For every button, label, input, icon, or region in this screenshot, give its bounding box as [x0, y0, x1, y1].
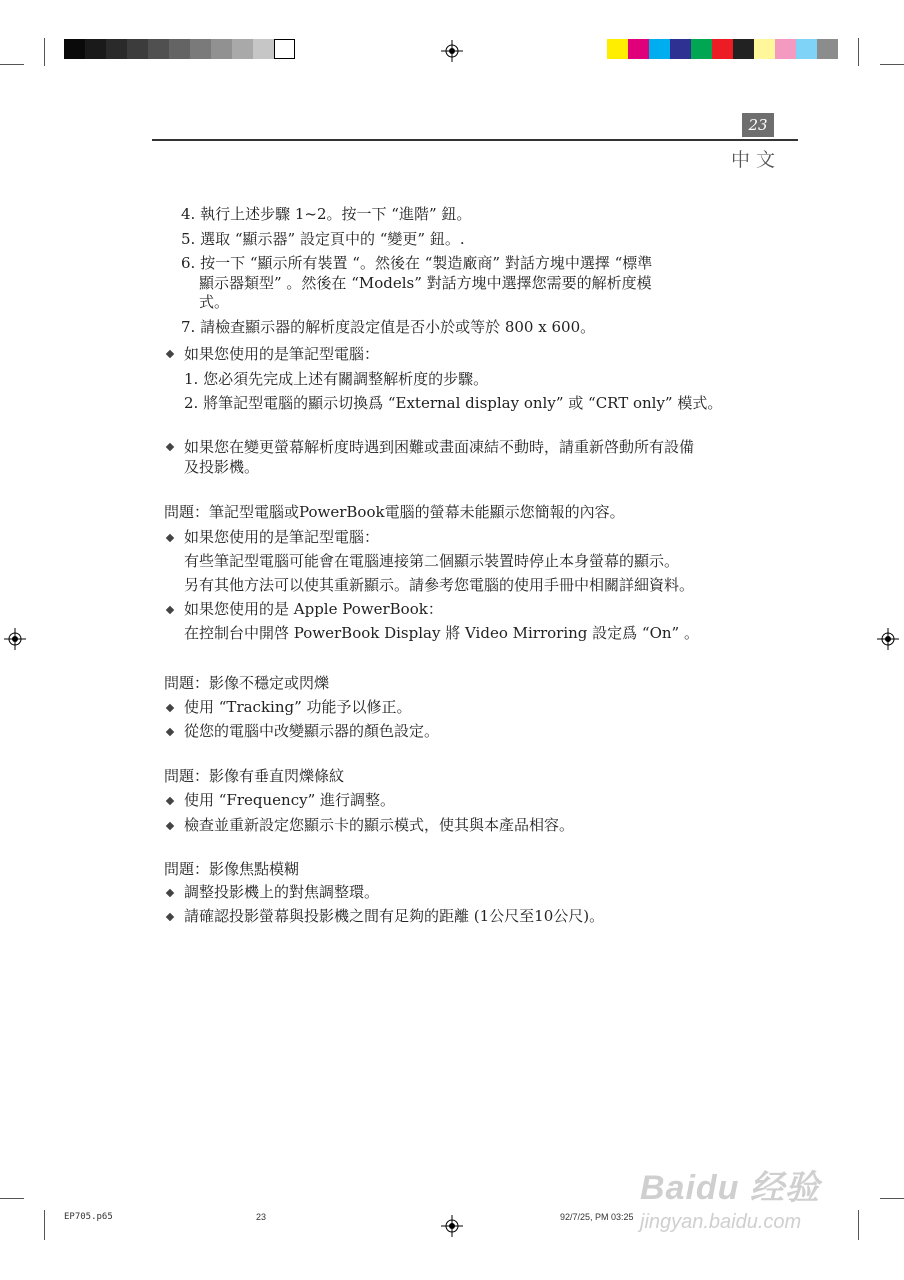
color-swatch [607, 39, 628, 59]
step-line: 7. 請檢查顯示器的解析度設定值是否小於或等於 800 x 600。 [181, 318, 596, 336]
bullet-icon [166, 443, 174, 451]
question-title: 問題：影像焦點模糊 [164, 860, 300, 878]
bullet-icon [166, 704, 174, 712]
crop-mark [858, 1210, 859, 1240]
crop-mark [858, 38, 859, 66]
bullet-text: 使用 “Tracking” 功能予以修正。 [184, 698, 412, 716]
crop-mark [0, 1198, 24, 1199]
gray-swatch [106, 39, 127, 59]
color-swatch [628, 39, 649, 59]
color-swatch [712, 39, 733, 59]
bullet-text: 請確認投影螢幕與投影機之間有足夠的距離 (1公尺至10公尺)。 [184, 907, 605, 925]
gray-swatch [64, 39, 85, 59]
question-title: 問題：影像不穩定或閃爍 [164, 674, 330, 692]
body-text: 另有其他方法可以使其重新顯示。請參考您電腦的使用手冊中相關詳細資料。 [184, 576, 695, 594]
step-line: 4. 執行上述步驟 1~2。按一下 “進階” 鈕。 [181, 205, 472, 223]
color-swatch [733, 39, 754, 59]
gray-swatch [190, 39, 211, 59]
color-swatch [754, 39, 775, 59]
step-line: 2. 將筆記型電腦的顯示切換爲 “External display only” 或 “CRT only” 模式。 [184, 394, 723, 412]
grayscale-strip [64, 39, 295, 59]
body-text: 在控制台中開啓 PowerBook Display 將 Video Mirroring 設定爲 “On” 。 [184, 624, 699, 642]
question-title: 問題：筆記型電腦或PowerBook電腦的螢幕未能顯示您簡報的內容。 [164, 503, 625, 521]
crop-mark [880, 64, 904, 65]
gray-swatch [148, 39, 169, 59]
language-label: 中文 [731, 149, 782, 171]
footer-page: 23 [256, 1212, 267, 1222]
color-swatch [670, 39, 691, 59]
bullet-text: 調整投影機上的對焦調整環。 [184, 883, 380, 901]
question-title: 問題：影像有垂直閃爍條紋 [164, 767, 345, 785]
footer-datetime: 92/7/25, PM 03:25 [560, 1212, 634, 1222]
bullet-text: 使用 “Frequency” 進行調整。 [184, 791, 396, 809]
bullet-icon [166, 534, 174, 542]
registration-mark-icon [441, 40, 463, 62]
bullet-icon [166, 889, 174, 897]
gray-swatch [253, 39, 274, 59]
bullet-icon [166, 350, 174, 358]
bullet-icon [166, 822, 174, 830]
step-line: 6. 按一下 “顯示所有裝置 “。然後在 “製造廠商” 對話方塊中選擇 “標準 [181, 254, 653, 272]
bullet-text: 如果您使用的是筆記型電腦： [184, 528, 380, 546]
color-swatch [817, 39, 838, 59]
bullet-text: 如果您使用的是筆記型電腦： [184, 345, 380, 363]
bullet-icon [166, 728, 174, 736]
bullet-text: 及投影機。 [184, 458, 260, 476]
bullet-icon [166, 606, 174, 614]
color-swatch [775, 39, 796, 59]
bullet-text: 從您的電腦中改變顯示器的顏色設定。 [184, 722, 440, 740]
bullet-icon [166, 913, 174, 921]
gray-swatch [232, 39, 253, 59]
gray-swatch [127, 39, 148, 59]
watermark-brand: Baidu 经验 [640, 1169, 820, 1207]
step-line: 5. 選取 “顯示器” 設定頁中的 “變更” 鈕。. [181, 230, 465, 248]
gray-swatch [169, 39, 190, 59]
bullet-text: 如果您在變更螢幕解析度時遇到困難或畫面凍結不動時，請重新啓動所有設備 [184, 438, 695, 456]
header-rule [152, 139, 798, 141]
gray-swatch [274, 39, 295, 59]
registration-mark-icon [441, 1215, 463, 1237]
crop-mark [44, 1210, 45, 1240]
watermark-logo [640, 1160, 820, 1234]
page-number: 23 [742, 113, 774, 137]
crop-mark [0, 64, 24, 65]
bullet-text: 檢查並重新設定您顯示卡的顯示模式，使其與本產品相容。 [184, 816, 575, 834]
crop-mark [44, 38, 45, 66]
crop-mark [880, 1198, 904, 1199]
registration-mark-icon [877, 628, 899, 650]
color-strip [607, 39, 838, 59]
color-swatch [691, 39, 712, 59]
gray-swatch [85, 39, 106, 59]
gray-swatch [211, 39, 232, 59]
step-line: 顯示器類型” 。然後在 “Models” 對話方塊中選擇您需要的解析度模 [199, 274, 652, 292]
color-swatch [649, 39, 670, 59]
registration-mark-icon [4, 628, 26, 650]
watermark-url: jingyan.baidu.com [640, 1211, 802, 1233]
bullet-icon [166, 797, 174, 805]
footer-filename: EP705.p65 [64, 1212, 113, 1222]
bullet-text: 如果您使用的是 Apple PowerBook： [184, 600, 443, 618]
step-line: 1. 您必須先完成上述有關調整解析度的步驟。 [184, 370, 489, 388]
color-swatch [796, 39, 817, 59]
body-text: 有些筆記型電腦可能會在電腦連接第二個顯示裝置時停止本身螢幕的顯示。 [184, 552, 680, 570]
step-line: 式。 [199, 293, 230, 311]
